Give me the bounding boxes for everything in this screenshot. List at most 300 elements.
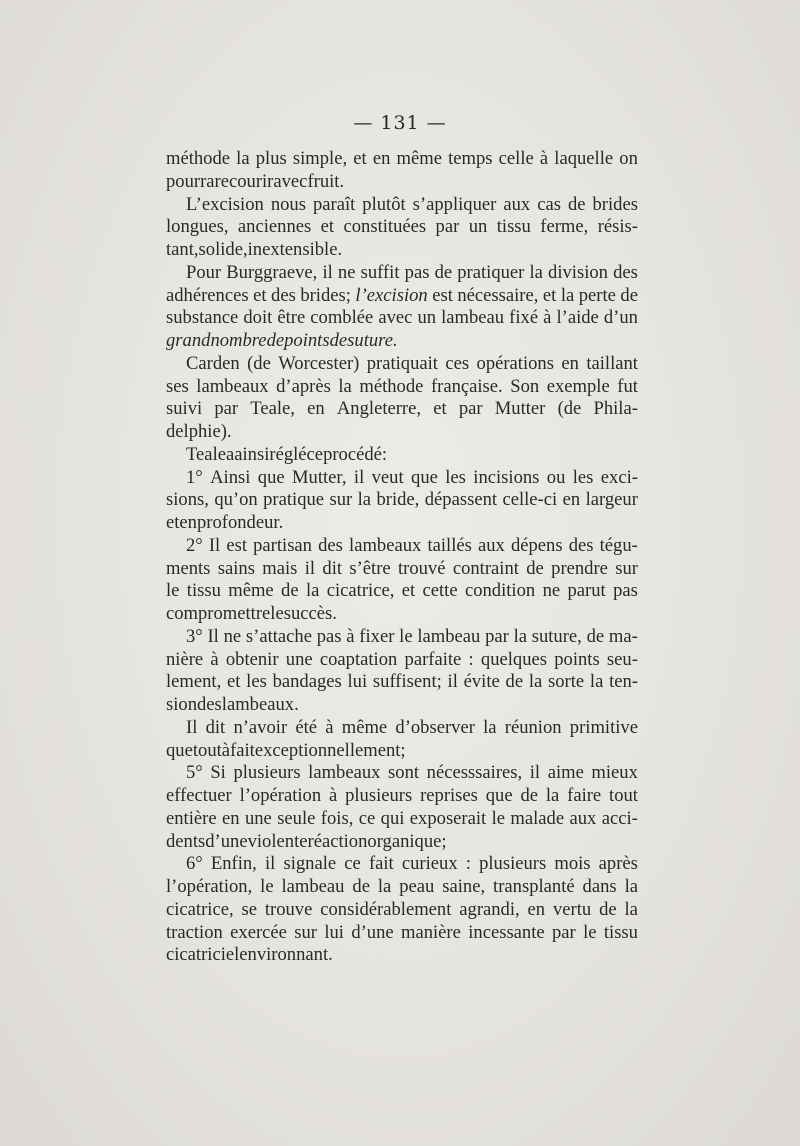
- word: 2°: [186, 534, 203, 556]
- word: et: [253, 284, 267, 306]
- word: la: [560, 284, 575, 306]
- word: la: [545, 785, 560, 806]
- text-line: [166, 444, 638, 467]
- word: sions,: [166, 489, 209, 511]
- word: cas: [537, 193, 561, 215]
- word: par: [458, 398, 483, 420]
- text-line: [166, 558, 638, 581]
- word: ne: [542, 580, 561, 602]
- word: ses: [166, 375, 189, 397]
- word: plusieurs: [479, 853, 547, 875]
- text-line: [166, 649, 638, 672]
- word: trouvé: [397, 557, 446, 579]
- word: incisions: [473, 466, 540, 488]
- italic-word: nombre: [210, 330, 267, 351]
- word: la: [377, 876, 392, 897]
- word: il: [353, 466, 365, 488]
- word: perte: [578, 284, 616, 306]
- word: on: [619, 148, 638, 169]
- word: 3°: [186, 625, 203, 647]
- italic-word: points: [284, 330, 330, 351]
- word: des: [197, 694, 222, 715]
- word: tissu: [603, 921, 638, 943]
- word: 6°: [186, 853, 203, 875]
- text-line: [166, 353, 638, 376]
- word: Son: [510, 375, 540, 397]
- word: réglé: [269, 443, 307, 465]
- word: a: [225, 443, 235, 465]
- word: la: [528, 671, 543, 693]
- word: il: [264, 853, 276, 875]
- word: brides: [592, 193, 638, 215]
- word: mois: [554, 853, 591, 875]
- word: que: [411, 466, 438, 488]
- word: environnant.: [239, 944, 333, 966]
- word: avec: [378, 307, 413, 329]
- text-line: [166, 535, 638, 558]
- word: évite: [463, 671, 500, 693]
- word: comblée: [310, 307, 374, 329]
- word: adhérences: [166, 284, 249, 306]
- word: le: [583, 921, 597, 943]
- word: et: [401, 580, 416, 602]
- word: quelques: [480, 648, 548, 670]
- word: d’observer: [395, 716, 475, 738]
- word: et: [353, 148, 367, 169]
- word: points: [554, 648, 600, 670]
- word: prendre: [551, 557, 608, 579]
- word: tégu-: [599, 534, 638, 556]
- word: ne: [223, 625, 242, 647]
- word: de: [567, 193, 586, 215]
- word: la: [357, 489, 372, 511]
- text-line: [166, 740, 638, 763]
- word: exposerait: [409, 807, 487, 829]
- word: les: [572, 466, 594, 488]
- word: ces: [445, 352, 470, 374]
- word: celle-ci: [502, 489, 558, 511]
- word: lambeau: [441, 307, 505, 329]
- word: dépassent: [424, 489, 498, 511]
- word: brides;: [300, 284, 351, 306]
- text-line: [166, 194, 638, 217]
- word: sorte: [548, 671, 585, 693]
- word: en: [372, 148, 391, 169]
- word: ainsi: [234, 443, 270, 465]
- word: été: [295, 716, 318, 738]
- word: division: [548, 261, 608, 283]
- word: le: [399, 625, 413, 647]
- word: taillant: [586, 352, 638, 374]
- word: 5°: [186, 762, 203, 784]
- word: (de: [247, 352, 271, 374]
- word: fois,: [320, 807, 354, 829]
- word: plusieurs: [345, 785, 413, 806]
- word: tant,: [166, 239, 199, 260]
- word: d’une: [351, 921, 394, 943]
- word: tout: [609, 785, 638, 806]
- word: fait: [230, 739, 255, 761]
- word: seule: [277, 807, 316, 829]
- word: compromettre: [166, 603, 271, 624]
- word: il: [447, 671, 458, 693]
- word: le: [491, 807, 506, 829]
- word: aime: [547, 762, 584, 784]
- word: inextensible.: [247, 239, 343, 260]
- word: substance: [166, 307, 239, 329]
- word: suffisent;: [372, 671, 442, 693]
- word: exci-: [600, 466, 638, 488]
- word: après: [598, 853, 638, 875]
- word: doit: [243, 307, 273, 329]
- word: que: [166, 739, 193, 761]
- word: lambeaux: [196, 375, 269, 397]
- word: Burggraeve,: [226, 261, 318, 283]
- text-line: [166, 717, 638, 740]
- word: mais: [262, 557, 298, 579]
- word: sont: [388, 762, 420, 784]
- word: bandages: [272, 671, 342, 693]
- word: parut: [567, 580, 606, 602]
- text-line: [166, 467, 638, 490]
- word: d’un: [603, 307, 638, 329]
- word: suffit: [360, 261, 400, 283]
- word: ce: [358, 807, 376, 829]
- word: lambeau: [417, 625, 481, 647]
- word: s’être: [349, 557, 391, 579]
- text-line: [166, 421, 638, 444]
- italic-word: l’excision: [355, 284, 428, 306]
- word: incessante: [468, 921, 545, 943]
- word: de: [281, 580, 299, 602]
- word: (de: [557, 398, 582, 420]
- word: l’aide: [556, 307, 599, 329]
- word: et: [227, 671, 241, 693]
- word: il: [322, 261, 333, 283]
- word: en: [561, 352, 579, 374]
- word: ce: [306, 443, 324, 465]
- word: des: [271, 284, 296, 306]
- text-line: [166, 262, 638, 285]
- italic-word: grand: [166, 330, 211, 351]
- word: et: [166, 512, 180, 533]
- word: pas: [613, 580, 638, 602]
- word: d’une: [205, 830, 248, 852]
- text-line: [166, 944, 638, 967]
- text-line: [166, 808, 638, 831]
- word: opérations: [476, 352, 554, 374]
- text-line: [166, 285, 638, 308]
- word: en: [562, 489, 581, 511]
- text-line: [166, 580, 638, 603]
- word: en: [221, 807, 240, 829]
- word: fait: [368, 853, 394, 875]
- word: Il: [186, 716, 198, 738]
- word: par: [435, 216, 460, 238]
- word: pratiquait: [366, 352, 438, 374]
- word: vertu: [552, 898, 592, 920]
- word: ce: [344, 853, 361, 875]
- word: traction: [166, 921, 223, 943]
- word: réaction: [307, 830, 368, 852]
- word: aux: [569, 807, 597, 829]
- word: de: [599, 898, 617, 920]
- text-line: [166, 512, 638, 535]
- word: s’attache: [245, 625, 312, 647]
- word: exercée: [230, 921, 287, 943]
- text-line: [166, 307, 638, 330]
- word: cicatrice,: [326, 580, 395, 602]
- word: suivi: [166, 398, 203, 420]
- word: nécesssaires,: [426, 762, 523, 784]
- word: simple,: [292, 148, 348, 169]
- word: paraît: [312, 193, 356, 215]
- word: les: [445, 466, 466, 488]
- word: et: [320, 216, 335, 238]
- word: des: [318, 534, 343, 556]
- word: coaptation: [319, 648, 398, 670]
- word: seu-: [606, 648, 638, 670]
- word: cette: [422, 580, 458, 602]
- text-line: [166, 626, 638, 649]
- word: de: [526, 557, 544, 579]
- text-line: [166, 489, 638, 512]
- word: peau: [399, 876, 435, 897]
- word: delphie).: [166, 421, 232, 442]
- word: saine,: [442, 876, 486, 897]
- word: à: [346, 625, 355, 647]
- word: fixé: [509, 307, 539, 329]
- word: constituées: [343, 216, 427, 238]
- word: pas: [316, 625, 342, 647]
- word: veut: [371, 466, 404, 488]
- word: française.: [430, 375, 503, 397]
- word: aux: [477, 534, 505, 556]
- word: par: [214, 398, 239, 420]
- word: signale: [283, 853, 337, 875]
- text-line: [166, 376, 638, 399]
- word: reprises: [420, 785, 478, 806]
- word: d’après: [276, 375, 331, 397]
- word: un: [468, 216, 488, 238]
- word: le: [270, 603, 284, 624]
- word: dit: [322, 557, 343, 579]
- word: s’appliquer: [412, 193, 497, 215]
- word: sains: [217, 557, 255, 579]
- word: de: [586, 625, 605, 647]
- text-line: [166, 922, 638, 945]
- word: et: [542, 284, 557, 306]
- word: à: [210, 648, 219, 670]
- word: lui: [324, 921, 344, 943]
- word: faire: [567, 785, 602, 806]
- word: tissu: [186, 580, 221, 602]
- word: celle: [498, 148, 534, 169]
- word: même: [341, 716, 388, 738]
- body-text: [166, 148, 638, 967]
- word: ten-: [609, 671, 638, 693]
- word: largeur: [585, 489, 638, 511]
- word: que: [257, 466, 285, 488]
- word: trouve: [264, 898, 313, 920]
- word: plusieurs: [233, 762, 301, 784]
- word: qui: [380, 807, 405, 829]
- text-line: [166, 876, 638, 899]
- word: méthode: [166, 148, 231, 169]
- text-line: [166, 330, 638, 353]
- word: n’avoir: [233, 716, 288, 738]
- page-number: — 131 —: [353, 112, 447, 134]
- word: :: [381, 443, 388, 465]
- word: Teale,: [250, 398, 295, 420]
- italic-word: de: [266, 330, 285, 351]
- word: procédé: [323, 443, 382, 465]
- word: Mutter: [494, 398, 546, 420]
- word: lambeaux: [308, 762, 381, 784]
- word: ma-: [608, 625, 638, 647]
- word: il: [529, 762, 541, 784]
- text-line: [166, 148, 638, 171]
- word: L’excision: [186, 193, 264, 215]
- word: les: [246, 671, 267, 693]
- word: résis-: [597, 216, 638, 238]
- word: fixer: [359, 625, 395, 647]
- text-line: [166, 216, 638, 239]
- word: et: [433, 398, 447, 420]
- text-line: [166, 899, 638, 922]
- text-line: [166, 762, 638, 785]
- text-line: [166, 171, 638, 194]
- word: une: [285, 648, 313, 670]
- italic-word: suture.: [347, 330, 398, 351]
- word: tissu: [496, 216, 531, 238]
- word: organique;: [367, 830, 447, 852]
- word: Pour: [186, 261, 222, 283]
- word: Mutter,: [292, 466, 347, 488]
- word: :: [465, 853, 471, 875]
- word: Il: [207, 625, 219, 647]
- word: l’opération: [239, 785, 322, 806]
- word: lui: [347, 671, 368, 693]
- word: profondeur.: [196, 512, 284, 533]
- text-line: [166, 603, 638, 626]
- word: dents: [166, 830, 206, 852]
- word: Teale: [186, 443, 226, 465]
- word: lambeaux: [349, 534, 422, 556]
- word: un: [417, 307, 437, 329]
- word: exemple: [546, 375, 610, 397]
- word: cicatriciel: [166, 944, 240, 966]
- word: avec: [273, 170, 308, 192]
- word: ferme,: [540, 216, 589, 238]
- word: plus: [255, 148, 287, 169]
- word: malade: [510, 807, 565, 829]
- word: une: [244, 807, 272, 829]
- word: par: [485, 625, 509, 647]
- word: que: [485, 785, 513, 806]
- word: partisan: [253, 534, 312, 556]
- word: bride,: [376, 489, 420, 511]
- word: lambeau: [281, 876, 345, 897]
- word: Carden: [186, 352, 240, 374]
- word: Ainsi: [210, 466, 251, 488]
- word: des: [568, 534, 594, 556]
- word: acci-: [601, 807, 638, 829]
- word: suture,: [531, 625, 582, 647]
- word: exceptionnellement;: [254, 739, 406, 761]
- word: dit: [205, 716, 226, 738]
- word: obtenir: [225, 648, 279, 670]
- text-line: [166, 831, 638, 854]
- word: en: [179, 512, 197, 533]
- word: manière: [401, 921, 461, 943]
- word: pratiquer: [457, 261, 525, 283]
- word: réunion: [504, 716, 562, 738]
- word: l’opération,: [166, 876, 253, 897]
- word: sur: [294, 921, 317, 943]
- word: à: [328, 785, 338, 806]
- word: à: [221, 739, 231, 761]
- word: Phila-: [593, 398, 638, 420]
- word: en: [307, 398, 325, 420]
- word: nous: [270, 193, 306, 215]
- word: des: [613, 261, 638, 283]
- word: la: [483, 716, 497, 738]
- word: effectuer: [166, 785, 232, 806]
- word: sur: [329, 489, 353, 511]
- word: de: [434, 261, 453, 283]
- word: qu’on: [214, 489, 258, 511]
- word: sur: [615, 557, 638, 579]
- word: dans: [582, 876, 617, 897]
- word: lambeaux.: [221, 694, 299, 715]
- word: contraint: [452, 557, 519, 579]
- word: fruit.: [307, 170, 345, 192]
- word: curieux: [401, 853, 458, 875]
- word: la: [624, 898, 638, 920]
- word: longues,: [166, 216, 229, 238]
- word: considérablement: [320, 898, 452, 920]
- word: ou: [546, 466, 566, 488]
- italic-word: de: [329, 330, 348, 351]
- word: transplanté: [493, 876, 575, 897]
- word: succès.: [283, 603, 337, 624]
- word: méthode: [359, 375, 424, 397]
- word: la: [338, 375, 352, 397]
- text-line: [166, 671, 638, 694]
- word: solide,: [198, 239, 248, 260]
- word: est: [432, 284, 453, 306]
- word: le: [260, 876, 274, 897]
- word: de: [620, 284, 638, 306]
- word: le: [166, 580, 180, 602]
- word: ne: [337, 261, 356, 283]
- word: parfaite: [404, 648, 462, 670]
- text-line: [166, 694, 638, 717]
- word: la: [513, 625, 527, 647]
- word: même: [228, 580, 274, 602]
- word: Il: [208, 534, 221, 556]
- text-line: [166, 239, 638, 262]
- word: la: [529, 261, 543, 283]
- word: anciennes: [237, 216, 312, 238]
- word: il: [304, 557, 316, 579]
- word: tout: [192, 739, 222, 761]
- word: est: [226, 534, 247, 556]
- word: nécessaire,: [457, 284, 539, 306]
- text-line: [166, 853, 638, 876]
- word: fut: [617, 375, 638, 397]
